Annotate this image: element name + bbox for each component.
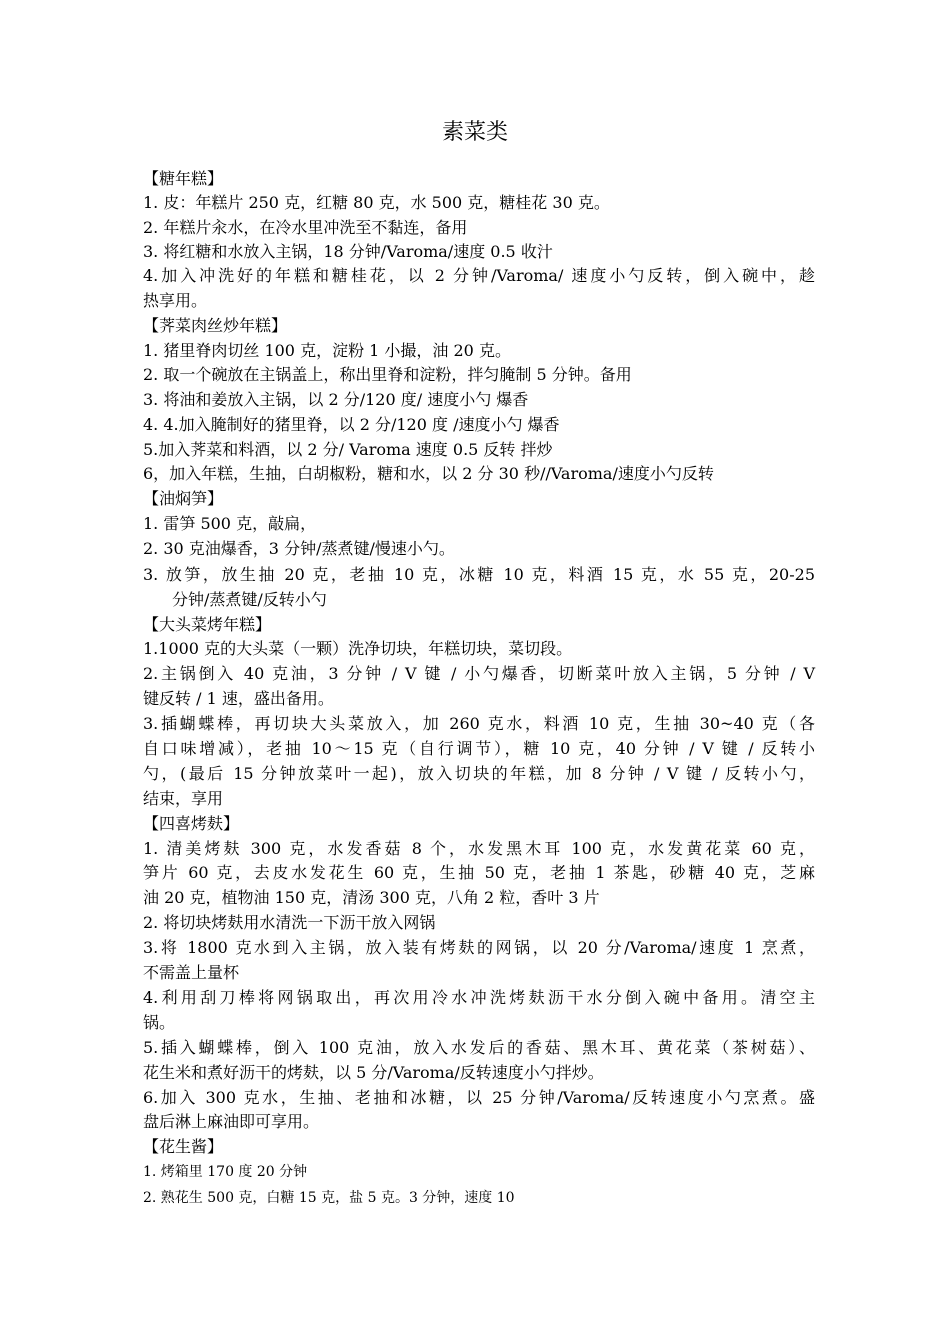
text-line: 1. 清美烤麸 300 克，水发香菇 8 个，水发黑木耳 100 克，水发黄花菜 60 克，	[143, 839, 815, 858]
text-line: 6.加入 300 克水，生抽、老抽和冰糖，以 25 分钟/Varoma/反转速度小勺烹煮。盛	[143, 1088, 815, 1107]
text-line: 3. 放笋，放生抽 20 克，老抽 10 克，冰糖 10 克，料酒 15 克，水 55 克，20-25	[143, 565, 815, 584]
text-line: 5.加入荠菜和料酒，以 2 分/ Varoma 速度 0.5 反转 拌炒	[143, 440, 553, 459]
text-line: 1. 烤箱里 170 度 20 分钟	[143, 1164, 308, 1180]
text-line: 分钟/蒸煮键/反转小勺	[172, 590, 327, 609]
text-line: 3. 将油和姜放入主锅，以 2 分/120 度/ 速度小勺 爆香	[143, 390, 529, 409]
text-line: 锅。	[143, 1013, 176, 1032]
text-line: 1. 皮：年糕片 250 克，红糖 80 克，水 500 克，糖桂花 30 克。	[143, 193, 610, 212]
text-line: 热享用。	[143, 291, 208, 310]
text-line: 不需盖上量杯	[143, 963, 240, 982]
text-line: 自口味增减），老抽 10～15 克（自行调节），糖 10 克，40 分钟 / V 键 / 反转小	[143, 739, 815, 758]
text-line: 勺，(最后 15 分钟放菜叶一起)，放入切块的年糕，加 8 分钟 / V 键 / 反转小勺，	[143, 764, 815, 783]
text-line: 3.将 1800 克水到入主锅，放入装有烤麸的网锅，以 20 分/Varoma/速度 1 烹煮，	[143, 938, 815, 957]
text-line: 2. 取一个碗放在主锅盖上，称出里脊和淀粉，拌匀腌制 5 分钟。备用	[143, 365, 632, 384]
text-line: 2. 熟花生 500 克，白糖 15 克，盐 5 克。3 分钟，速度 10	[143, 1190, 515, 1206]
text-line: 笋片 60 克，去皮水发花生 60 克，生抽 50 克，老抽 1 茶匙，砂糖 40 克，芝麻	[143, 863, 815, 882]
section-heading-peanut-butter: 【花生酱】	[143, 1137, 224, 1156]
page-title: 素菜类	[441, 120, 508, 145]
text-line: 6，加入年糕，生抽，白胡椒粉，糖和水，以 2 分 30 秒//Varoma/速度小勺反转	[143, 464, 714, 483]
text-line: 3.插蝴蝶棒，再切块大头菜放入，加 260 克水，料酒 10 克，生抽 30~40 克（各	[143, 714, 815, 733]
text-line: 盘后淋上麻油即可享用。	[143, 1112, 320, 1131]
text-line: 油 20 克，植物油 150 克，清汤 300 克，八角 2 粒，香叶 3 片	[143, 888, 600, 907]
section-heading-shepherds-purse-rice-cake: 【荠菜肉丝炒年糕】	[143, 316, 288, 335]
section-heading-four-joy-kaofu: 【四喜烤麸】	[143, 814, 240, 833]
text-line: 2. 30 克油爆香，3 分钟/蒸煮键/慢速小勺。	[143, 539, 455, 558]
text-line: 2. 将切块烤麸用水清洗一下沥干放入网锅	[143, 913, 436, 932]
section-heading-sugar-rice-cake: 【糖年糕】	[143, 169, 224, 188]
text-line: 4. 4.加入腌制好的猪里脊，以 2 分/120 度 /速度小勺 爆香	[143, 415, 560, 434]
text-line: 花生米和煮好沥干的烤麸，以 5 分/Varoma/反转速度小勺拌炒。	[143, 1063, 604, 1082]
text-line: 1. 猪里脊肉切丝 100 克，淀粉 1 小撮，油 20 克。	[143, 341, 511, 360]
text-line: 4.利用刮刀棒将网锅取出，再次用冷水冲洗烤麸沥干水分倒入碗中备用。清空主	[143, 988, 815, 1007]
text-line: 4.加入冲洗好的年糕和糖桂花，以 2 分钟/Varoma/ 速度小勺反转，倒入碗中，趁	[143, 266, 815, 285]
text-line: 1. 雷笋 500 克，敲扁，	[143, 514, 317, 533]
text-line: 3. 将红糖和水放入主锅，18 分钟/Varoma/速度 0.5 收汁	[143, 242, 553, 261]
text-line: 键反转 / 1 速，盛出备用。	[143, 689, 334, 708]
text-line: 1.1000 克的大头菜（一颗）洗净切块，年糕切块，菜切段。	[143, 639, 573, 658]
section-heading-turnip-rice-cake: 【大头菜烤年糕】	[143, 615, 272, 634]
text-line: 结束，享用	[143, 789, 224, 808]
section-heading-braised-bamboo: 【油焖笋】	[143, 489, 224, 508]
text-line: 5.插入蝴蝶棒，倒入 100 克油，放入水发后的香菇、黑木耳、黄花菜（茶树菇）、	[143, 1038, 815, 1057]
text-line: 2.主锅倒入 40 克油，3 分钟 / V 键 / 小勺爆香，切断菜叶放入主锅，5 分钟 / V	[143, 664, 815, 683]
text-line: 2. 年糕片汆水，在冷水里冲洗至不黏连，备用	[143, 218, 468, 237]
